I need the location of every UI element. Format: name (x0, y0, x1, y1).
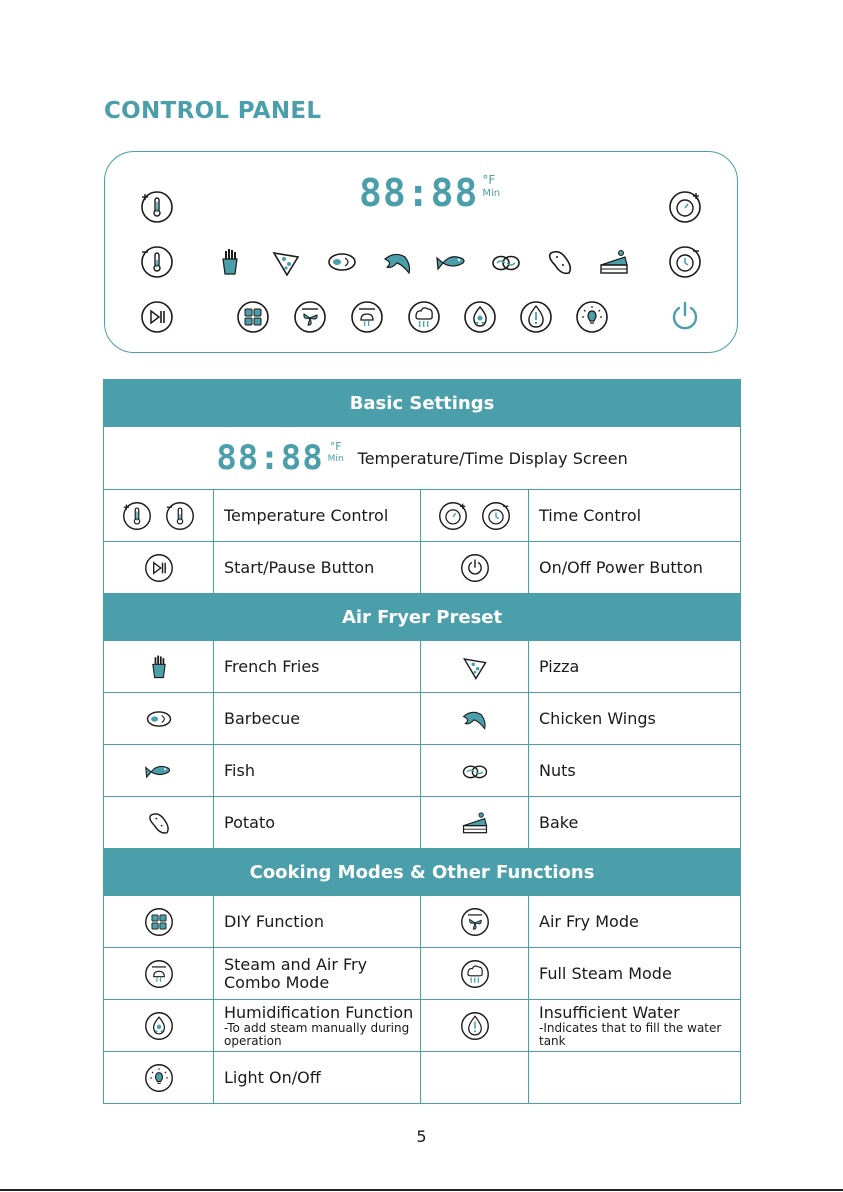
temp-down-icon (165, 501, 195, 531)
power-icon (460, 553, 490, 583)
french-fries-icon (144, 652, 174, 682)
chicken-wings-icon (460, 704, 490, 734)
light-label: Light On/Off (214, 1052, 421, 1104)
humidification-cell (214, 1000, 421, 1052)
light-icon (144, 1063, 174, 1093)
panel-display-digits: 88:88 (359, 171, 479, 215)
time-control-label: Time Control (529, 490, 741, 542)
start-pause-icon[interactable] (140, 300, 174, 334)
barbecue-icon[interactable] (325, 245, 359, 279)
table-unit-temp: °F (329, 440, 342, 453)
air-fry-icon (460, 907, 490, 937)
display-label: Temperature/Time Display Screen (357, 448, 628, 468)
time-down-icon (481, 501, 511, 531)
insufficient-water-label: Insufficient Water (539, 1002, 680, 1022)
temp-control-icons (104, 490, 214, 542)
diy-label: DIY Function (214, 896, 421, 948)
insufficient-water-icon[interactable] (519, 300, 553, 334)
control-panel (104, 151, 738, 353)
humidification-icon (144, 1011, 174, 1041)
full-steam-icon[interactable] (407, 300, 441, 334)
steam-air-fry-icon (144, 959, 174, 989)
power-label: On/Off Power Button (529, 542, 741, 594)
diy-icon[interactable] (236, 300, 270, 334)
humidification-icon[interactable] (463, 300, 497, 334)
page-number: 5 (416, 1127, 427, 1146)
basic-settings-header: Basic Settings (104, 380, 741, 427)
insufficient-water-note: -Indicates that to fill the water tank (539, 1020, 722, 1048)
pizza-label: Pizza (529, 641, 741, 693)
empty-cell (421, 1052, 529, 1104)
power-icon[interactable] (668, 300, 702, 334)
bake-icon (460, 808, 490, 838)
fish-label: Fish (214, 745, 421, 797)
function-table (103, 379, 741, 1104)
page-bottom-rule (0, 1189, 843, 1191)
full-steam-label: Full Steam Mode (529, 948, 741, 1000)
pizza-icon[interactable] (269, 245, 303, 279)
potato-label: Potato (214, 797, 421, 849)
time-down-icon[interactable] (668, 245, 702, 279)
nuts-icon[interactable] (489, 245, 523, 279)
light-icon[interactable] (575, 300, 609, 334)
temp-up-icon (122, 501, 152, 531)
temp-up-icon[interactable] (140, 190, 174, 224)
air-fry-icon[interactable] (293, 300, 327, 334)
humidification-note: -To add steam manually during operation (224, 1020, 410, 1048)
display-row (104, 427, 741, 490)
empty-cell (529, 1052, 741, 1104)
insufficient-water-cell (529, 1000, 741, 1052)
panel-unit-time: Min (482, 187, 501, 199)
time-control-icons (421, 490, 529, 542)
panel-unit-temp: °F (482, 173, 496, 187)
french-fries-label: French Fries (214, 641, 421, 693)
full-steam-icon (460, 959, 490, 989)
time-up-icon[interactable] (668, 190, 702, 224)
air-fry-label: Air Fry Mode (529, 896, 741, 948)
fish-icon[interactable] (435, 245, 469, 279)
start-pause-icon (144, 553, 174, 583)
nuts-icon (460, 756, 490, 786)
cooking-modes-header: Cooking Modes & Other Functions (104, 849, 741, 896)
start-pause-label: Start/Pause Button (214, 542, 421, 594)
potato-icon (144, 808, 174, 838)
page-title: CONTROL PANEL (104, 98, 322, 124)
temp-down-icon[interactable] (140, 245, 174, 279)
pizza-icon (460, 652, 490, 682)
temp-control-label: Temperature Control (214, 490, 421, 542)
barbecue-icon (144, 704, 174, 734)
table-display-digits: 88:88 (216, 438, 324, 478)
air-fryer-preset-header: Air Fryer Preset (104, 594, 741, 641)
steam-air-fry-label: Steam and Air Fry Combo Mode (214, 948, 421, 1000)
insufficient-water-icon (460, 1011, 490, 1041)
bake-icon[interactable] (597, 245, 631, 279)
table-unit-time: Min (327, 453, 344, 464)
time-up-icon (438, 501, 468, 531)
panel-display (359, 171, 501, 215)
potato-icon[interactable] (543, 245, 577, 279)
fish-icon (144, 756, 174, 786)
chicken-wings-icon[interactable] (381, 245, 415, 279)
diy-icon (144, 907, 174, 937)
barbecue-label: Barbecue (214, 693, 421, 745)
humidification-label: Humidification Function (224, 1002, 414, 1022)
french-fries-icon[interactable] (213, 245, 247, 279)
chicken-wings-label: Chicken Wings (529, 693, 741, 745)
bake-label: Bake (529, 797, 741, 849)
steam-air-fry-icon[interactable] (350, 300, 384, 334)
nuts-label: Nuts (529, 745, 741, 797)
